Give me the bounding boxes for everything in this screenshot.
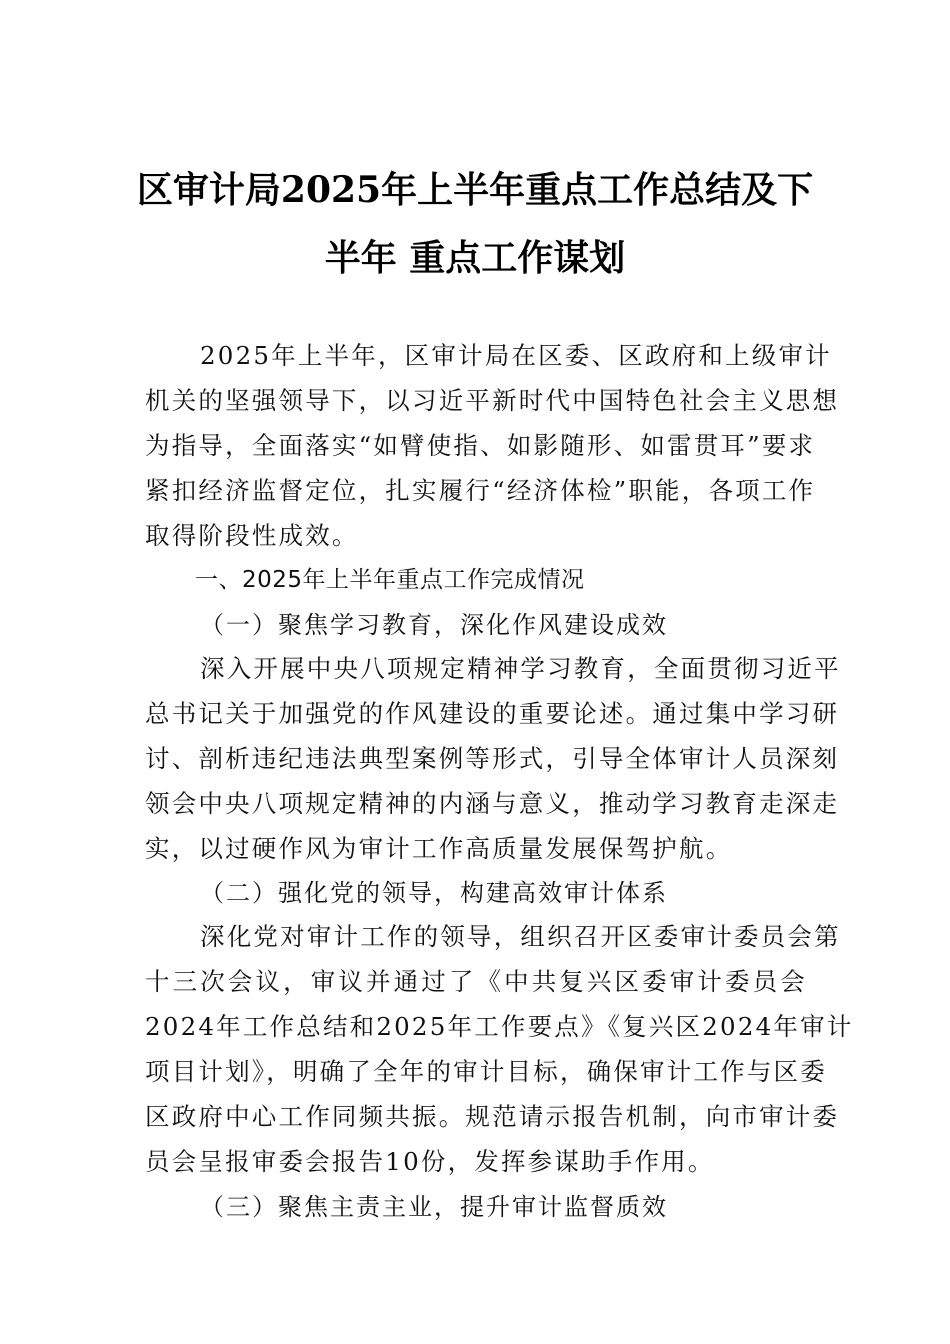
sub2-line-4: 项目计划》，明确了全年的审计目标，确保审计工作与区委 (145, 1057, 827, 1086)
sub2-line-2: 十三次会议，审议并通过了《中共复兴区委审计委员会 (145, 967, 807, 996)
intro-line-1: 2025年上半年，区审计局在区委、区政府和上级审计 (200, 341, 832, 370)
section-heading-1: 一、2025年上半年重点工作完成情况 (195, 567, 585, 593)
intro-line-3: 为指导，全面落实“如臂使指、如影随形、如雷贯耳”要求 (145, 431, 816, 460)
intro-line-2: 机关的坚强领导下，以习近平新时代中国特色社会主义思想 (145, 386, 840, 415)
intro-line-5: 取得阶段性成效。 (145, 521, 359, 550)
sub1-line-3: 讨、剖析违纪违法典型案例等形式，引导全体审计人员深刻 (145, 744, 840, 773)
sub1-line-1: 深入开展中央八项规定精神学习教育，全面贯彻习近平 (200, 654, 841, 683)
sub2-line-5: 区政府中心工作同频共振。规范请示报告机制，向市审计委 (145, 1102, 840, 1131)
sub1-line-5: 实，以过硬作风为审计工作高质量发展保驾护航。 (145, 834, 733, 863)
intro-line-4: 紧扣经济监督定位，扎实履行“经济体检”职能，各项工作 (145, 476, 816, 505)
subsection-heading-2: （二）强化党的领导，构建高效审计体系 (200, 879, 668, 907)
sub1-line-2: 总书记关于加强党的作风建设的重要论述。通过集中学习研 (145, 699, 840, 728)
document-title-line-2: 半年 重点工作谋划 (324, 237, 626, 279)
document-title-line-1: 区审计局2025年上半年重点工作总结及下 (136, 169, 814, 211)
sub2-line-3: 2024年工作总结和2025年工作要点》《复兴区2024年审计 (145, 1012, 854, 1041)
sub2-line-1: 深化党对审计工作的领导，组织召开区委审计委员会第 (200, 922, 841, 951)
subsection-heading-3: （三）聚焦主责主业，提升审计监督质效 (200, 1193, 668, 1221)
sub2-line-6: 员会呈报审委会报告10份，发挥参谋助手作用。 (145, 1147, 715, 1176)
sub1-line-4: 领会中央八项规定精神的内涵与意义，推动学习教育走深走 (145, 789, 840, 818)
subsection-heading-1: （一）聚焦学习教育，深化作风建设成效 (200, 611, 668, 639)
